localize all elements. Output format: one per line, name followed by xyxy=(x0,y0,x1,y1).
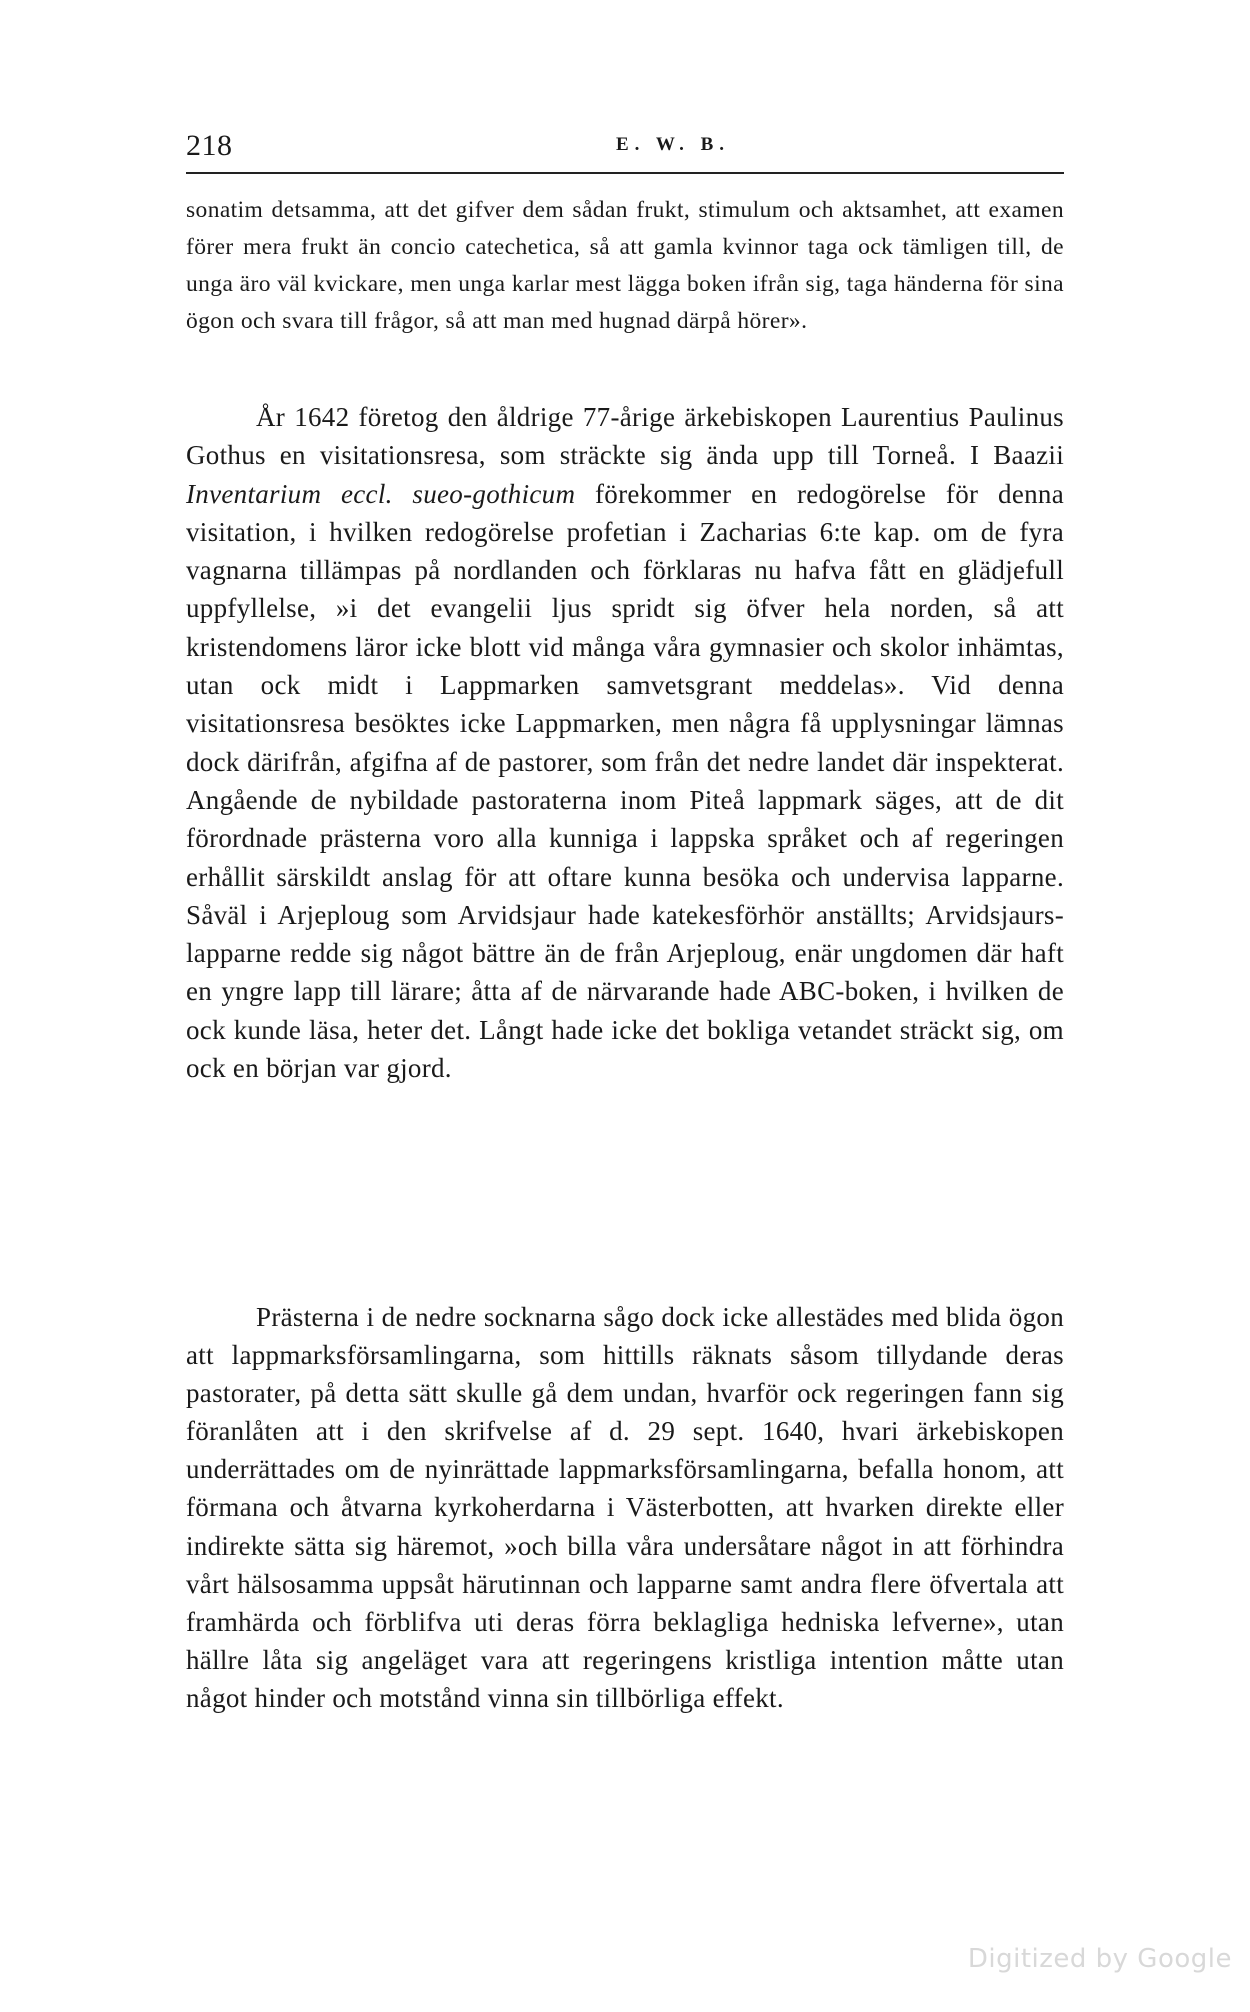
paragraph-visitation-text-1: År 1642 företog den åldrige 77-årige ärkebiskopen Laurentius Paulinus Gothus en visitationsresa, som sträckte sig ända upp till Torneå. I Baazii xyxy=(186,402,1064,471)
page-header xyxy=(186,128,1064,174)
paragraph-visitation xyxy=(186,398,1064,1087)
quote-paragraph: sonatim detsamma, att det gifver dem sådan frukt, stimulum och aktsamhet, att examen förer mera frukt än concio catechetica, så att gamla kvinnor taga ock tämligen till, de unga äro väl kvickare, men unga karlar mest lägga boken ifrån sig, taga händerna för sina ögon och svara till frågor, så att man med hugnad därpå hörer». xyxy=(186,197,1064,334)
page-number: 218 xyxy=(186,129,233,162)
google-watermark: Digitized by Google xyxy=(967,1944,1232,1974)
paragraph-priests: Prästerna i de nedre socknarna sågo dock icke allestädes med blida ögon att lappmarksförsamlingarna, som hittills räknats såsom tillydande deras pastorater, på detta sätt skulle gå dem undan, hvarför ock regeringen fann sig föranlåten att i den skrifvelse af d. 29 sept. 1640, hvari ärkebiskopen underrättades om de nyinrättade lappmarksförsamlingarna, befalla honom, att förmana och åtvarna kyrkoherdarna i Västerbotten, att hvarken direkte eller indirekte sätta sig häremot, »och billa våra undersåtare något in att förhindra vårt hälsosamma uppsåt härutinnan och lapparne samt andra flere öfvertala att framhärda och förblifva uti deras förra beklagliga hedniska lefverne», utan hällre låta sig angeläget vara att regeringens kristliga intention måtte utan något hinder och motstånd vinna sin tillbörliga effekt. xyxy=(186,1302,1064,1713)
running-head: E. W. B. xyxy=(616,134,731,155)
paragraph-visitation-text-2: förekommer en redogörelse för denna visitation, i hvilken redogörelse profetian i Zacharias 6:te kap. om de fyra vagnarna tillämpas på nordlanden och förklaras nu hafva fått en glädjefull uppfyllelse, »i det evangelii ljus spridt sig öfver hela norden, så att kristendomens läror icke blott vid många våra gymnasier och skolor inhämtas, utan ock midt i Lappmarken samvetsgrant meddelas». Vid denna visitationsresa besöktes icke Lappmarken, men några få upplysningar lämnas dock därifrån, afgifna af de pastorer, som från det nedre landet där inspekterat. Angående de nybildade pastoraterna inom Piteå lappmark säges, att de dit förordnade prästerna voro alla kunniga i lappska språket och af regeringen erhållit särskildt anslag för att oftare kunna besöka och undervisa lapparne. Såväl i Arjeploug som Arvidsjaur hade katekesförhör anställts; Arvidsjaurs-lapparne redde sig något bättre än de från Arjeploug, enär ungdomen där haft en yngre lapp till lärare; åtta af de närvarande hade ABC-boken, i hvilken de ock kunde läsa, heter det. Långt hade icke det bokliga vetandet sträckt sig, om ock en början var gjord. xyxy=(186,478,1064,1084)
book-title-italic: Inventarium eccl. sueo-gothicum xyxy=(186,478,576,509)
